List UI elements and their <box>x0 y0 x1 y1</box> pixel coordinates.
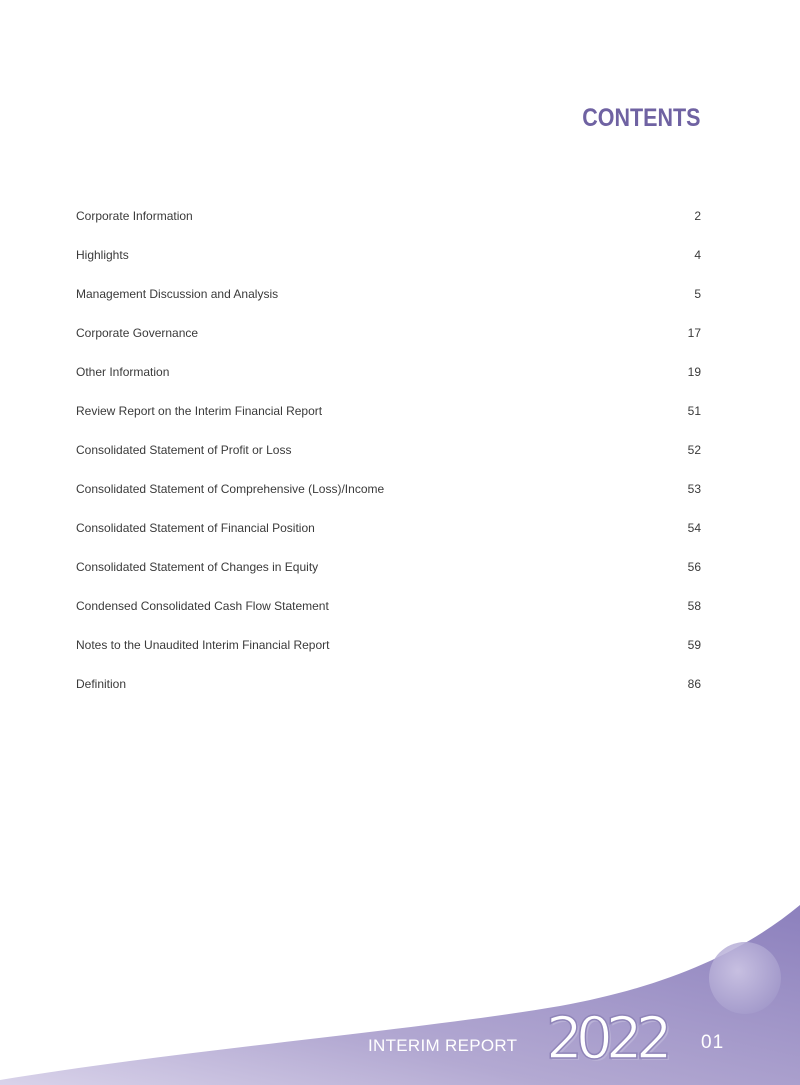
toc-entry-label: Consolidated Statement of Comprehensive (Loss)/Income <box>76 481 385 496</box>
toc-entry-page: 52 <box>687 442 701 457</box>
report-label: INTERIM REPORT <box>368 1036 518 1055</box>
toc-entry-label: Highlights <box>76 247 129 262</box>
toc-entry-label: Condensed Consolidated Cash Flow Statement <box>76 598 329 613</box>
toc-entry-label: Review Report on the Interim Financial Report <box>76 403 323 418</box>
toc-entry-page: 58 <box>687 598 701 613</box>
toc-entry-page: 5 <box>694 286 701 301</box>
toc-entry-page: 51 <box>687 403 701 418</box>
toc-entry-label: Corporate Information <box>76 208 193 223</box>
toc-entry-label: Consolidated Statement of Financial Position <box>76 520 315 535</box>
toc-entry-page: 17 <box>687 325 701 340</box>
page-title: CONTENTS <box>581 104 700 132</box>
toc-entry-page: 59 <box>687 637 701 652</box>
toc-entry-page: 4 <box>694 247 701 262</box>
toc-entry-page: 54 <box>687 520 701 535</box>
page-number: 01 <box>701 1032 725 1053</box>
toc-entry-page: 19 <box>687 364 701 379</box>
decorative-orb <box>709 942 781 1014</box>
toc-entry-page: 53 <box>687 481 701 496</box>
toc-entry-label: Other Information <box>76 364 170 379</box>
toc-entry-label: Management Discussion and Analysis <box>76 286 279 301</box>
toc-entry-page: 2 <box>694 208 701 223</box>
toc-entry-page: 56 <box>687 559 701 574</box>
toc-entry-label: Notes to the Unaudited Interim Financial Report <box>76 637 330 652</box>
toc-entry-label: Consolidated Statement of Changes in Equity <box>76 559 319 574</box>
toc-entry-label: Definition <box>76 676 127 691</box>
toc-entry-page: 86 <box>687 676 701 691</box>
report-year: 2022 <box>546 1004 666 1072</box>
toc-entry-label: Consolidated Statement of Profit or Loss <box>76 442 292 457</box>
toc-entry-label: Corporate Governance <box>76 325 199 340</box>
